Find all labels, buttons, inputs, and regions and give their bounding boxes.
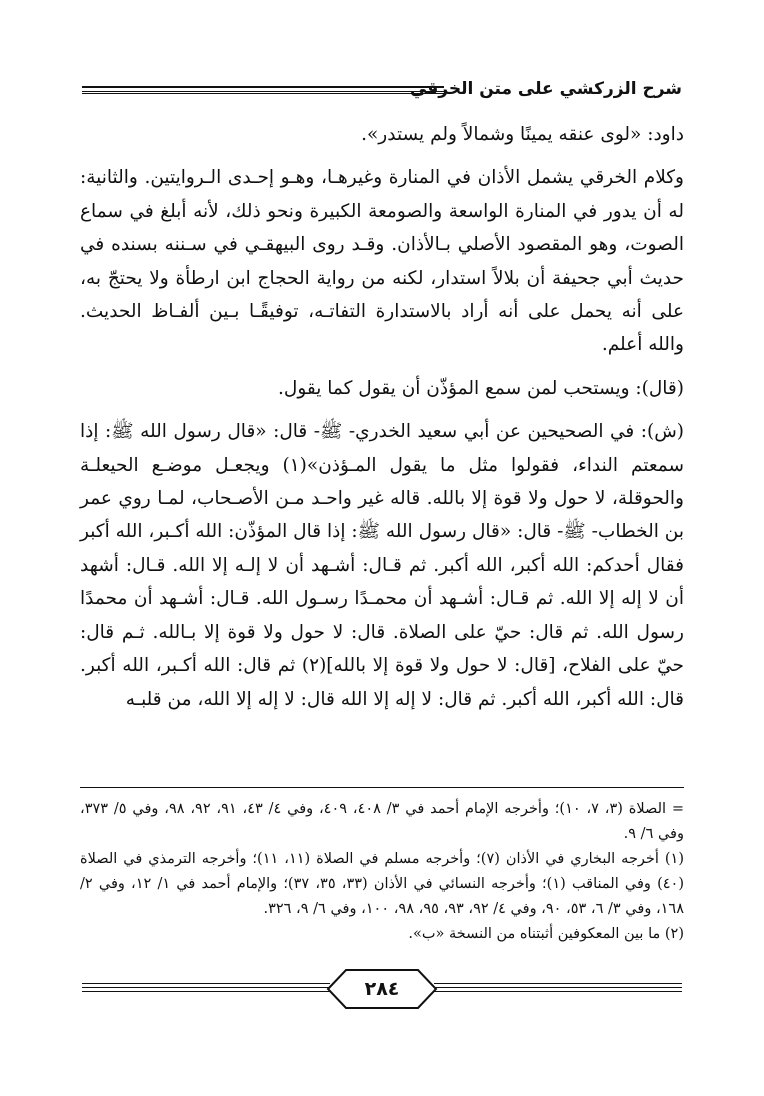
ornament-line [82, 983, 330, 984]
header-rule [82, 86, 444, 92]
paragraph-matn-statement: (قال): ويستحب لمن سمع المؤذّن أن يقول كما يقول. [278, 377, 684, 399]
paragraph-commentary: (ش): في الصحيحين عن أبي سعيد الخدري- ﷺ- قال: «قال رسول الله ﷺ: إذا سمعتم النداء، فقولوا مثل ما يقول المـؤذن»(١) ويجعـل موضـع الحيعلـة والحوقلة، لا حول ولا قوة إلا بالله. قاله غير واحـد مـن الأصـحاب، لمـا روي عمر بن الخطاب- ﷺ- قال: «قال رسول الله ﷺ: إذا قال المؤذّن: الله أكـبر، الله أكبر فقال أحدكم: الله أكبر، الله أكبر. ثم قـال: أشـهد أن لا إلـه إلا الله. قـال: أشهد أن لا إله إلا الله. ثم قـال: أشـهد أن محمـدًا رسـول الله. قـال: أشـهد أن محمدًا رسول الله. ثم قال: حيّ على الصلاة. قال: لا حول ولا قوة إلا بـالله. ثـم قال: حيّ على الفلاح، [قال: لا حول ولا قوة إلا بالله](٢) ثم قال: الله أكـبر، الله أكبر. قال: الله أكبر، الله أكبر. ثم قال: لا إله إلا الله قال: لا إله إلا الله، من قلبـه [80, 421, 684, 710]
running-header [82, 78, 682, 102]
footnotes [80, 797, 684, 947]
paragraph-turning-discussion: وكلام الخرقي يشمل الأذان في المنارة وغيرهـا، وهـو إحـدى الـروايتين. والثانية: له أن يدور في المنارة الواسعة والصومعة الكبيرة ونحو ذلك، لأنه أبلغ في سماع الصوت، وهو المقصود الأصلي بـالأذان. وقـد روى البيهقـي في سـننه بسنده في حديث أبي جحيفة أن بلالاً استدار، لكنه من رواية الحجاج ابن ارطأة ولا يحتجّ به، على أنه يحمل على أنه أراد بالاستدارة التفاتـه، توفيقًـا بـين ألفـاظ الحديث. والله أعلم. [80, 167, 684, 356]
footnote-separator [80, 787, 684, 788]
ornament-line [434, 987, 682, 988]
footnote-2: (٢) ما بين المعكوفين أثبتناه من النسخة «ب». [408, 926, 684, 942]
ornament-line [82, 987, 330, 988]
page-number-ornament [82, 966, 682, 1012]
ornament-line [434, 983, 682, 984]
ornament-line [82, 991, 330, 992]
paragraph-continuation: داود: «لوى عنقه يمينًا وشمالاً ولم يستدر». [361, 124, 684, 145]
footnote-1: (١) أخرجه البخاري في الأذان (٧)؛ وأخرجه مسلم في الصلاة (١١، ١١)؛ وأخرجه الترمذي في الصلاة (٤٠) وفي المناقب (١)؛ وأخرجه النسائي في الأذان (٣٣، ٣٥، ٣٧)؛ والإمام أحمد في ١/ ١٢، وفي ٢/ ١٦٨، وفي ٣/ ٦، ٥٣، ٩٠، وفي ٤/ ٩٢، ٩٣، ٩٥، ٩٨، ١٠٠، وفي ٦/ ٩، ٣٢٦. [80, 851, 684, 917]
header-rule-thin [82, 93, 444, 94]
ornament-line [434, 991, 682, 992]
page-number: ٢٨٤ [364, 978, 400, 1000]
header-title: شرح الزركشي على متن الخرقي [409, 79, 682, 99]
footnote-continuation: = الصلاة (٣، ٧، ١٠)؛ وأخرجه الإمام أحمد في ٣/ ٤٠٨، ٤٠٩، وفي ٤/ ٤٣، ٩١، ٩٢، ٩٨، وفي ٥/ ٣٧٣، وفي ٦/ ٩. [80, 801, 684, 842]
page-number-frame [326, 968, 438, 1010]
main-text [80, 118, 684, 716]
